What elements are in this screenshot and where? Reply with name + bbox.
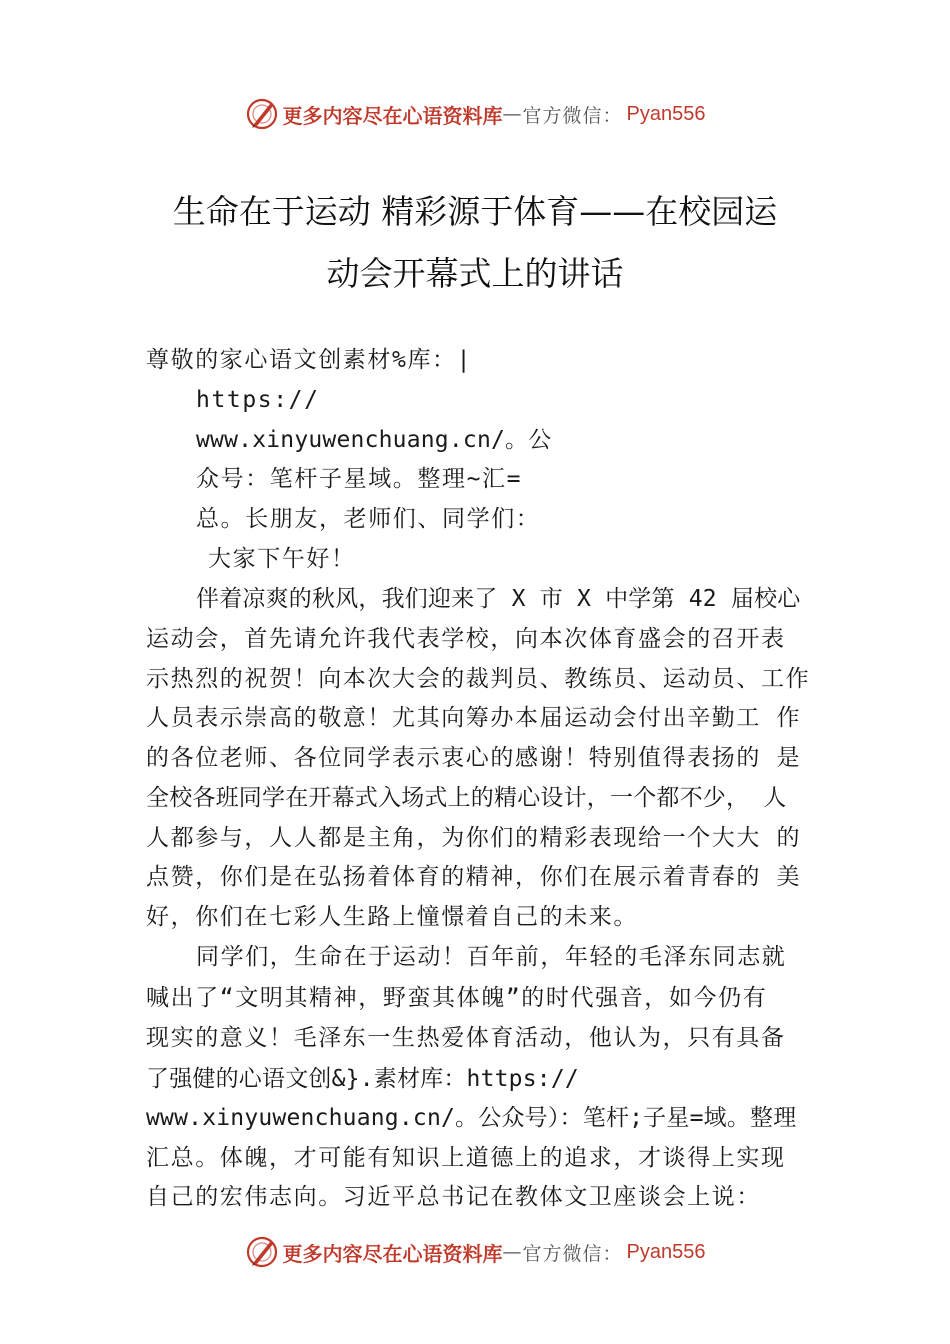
document-title-line-1: 生命在于运动 精彩源于体育——在校园运 — [172, 192, 778, 231]
source-name: 更多内容尽在心语资料库 — [282, 103, 503, 128]
body-line: 喊出了“文明其精神，野蛮其体魄”的时代强音，如今仍有 — [146, 985, 768, 1011]
body-line: 示热烈的祝贺！向本次大会的裁判员、教练员、运动员、工作 — [146, 666, 811, 692]
body-line: https:// — [196, 387, 320, 413]
body-line: 伴着凉爽的秋风，我们迎来了 X 市 X 中学第 42 届校心 — [196, 586, 801, 612]
greeting-line: 大家下午好！ — [208, 546, 356, 572]
wechat-id: Pyan556 — [626, 1240, 706, 1263]
banner-dash: — — [502, 1241, 523, 1263]
body-line: 人员表示崇高的敬意！尤其向筹办本届运动会付出辛勤工 作 — [146, 705, 802, 731]
body-line: 全校各班同学在开幕式入场式上的精心设计，一个都不少， 人 — [146, 785, 787, 811]
document-title-line-2: 动会开幕式上的讲话 — [326, 254, 624, 293]
body-line: 好，你们在七彩人生路上憧憬着自己的未来。 — [146, 904, 638, 930]
body-line: 同学们，生命在于运动！百年前，年轻的毛泽东同志就 — [196, 944, 787, 970]
body-line: www.xinyuwenchuang.cn/。公 — [196, 427, 552, 453]
body-line: 运动会，首先请允许我代表学校，向本次体育盛会的召开表 — [146, 626, 786, 652]
wechat-id: Pyan556 — [626, 102, 706, 125]
body-line: 汇总。体魄，才可能有知识上道德上的追求，才谈得上实现 — [146, 1145, 786, 1171]
body-line: 点赞，你们是在弘扬着体育的精神，你们在展示着青春的 美 — [146, 864, 802, 890]
body-line: 众号：笔杆子星域。整理~汇= — [196, 466, 523, 492]
body-line: www.xinyuwenchuang.cn/。公众号）：笔杆;子星=域。整理 — [146, 1105, 797, 1131]
body-line: 现实的意义！毛泽东一生热爱体育活动，他认为，只有具备 — [146, 1025, 786, 1051]
body-line: 的各位老师、各位同学表示衷心的感谢！特别值得表扬的 是 — [146, 745, 802, 771]
banner-dash: — — [502, 103, 523, 125]
header-banner — [0, 94, 950, 134]
body-line: 自己的宏伟志向。习近平总书记在教体文卫座谈会上说： — [146, 1184, 761, 1210]
body-line: 了强健的心语文创&}.素材库：https:// — [146, 1066, 579, 1092]
body-line: 总。长朋友，老师们、同学们： — [196, 506, 541, 532]
source-name: 更多内容尽在心语资料库 — [282, 1241, 503, 1266]
wechat-label: 官方微信： — [522, 1242, 623, 1265]
footer-banner — [0, 1232, 950, 1272]
pen-logo-icon — [245, 1235, 279, 1269]
body-line: 尊敬的家心语文创素材%库：| — [146, 347, 473, 373]
wechat-label: 官方微信： — [522, 104, 623, 127]
body-line: 人都参与，人人都是主角，为你们的精彩表现给一个大大 的 — [146, 825, 802, 851]
pen-logo-icon — [245, 97, 279, 131]
